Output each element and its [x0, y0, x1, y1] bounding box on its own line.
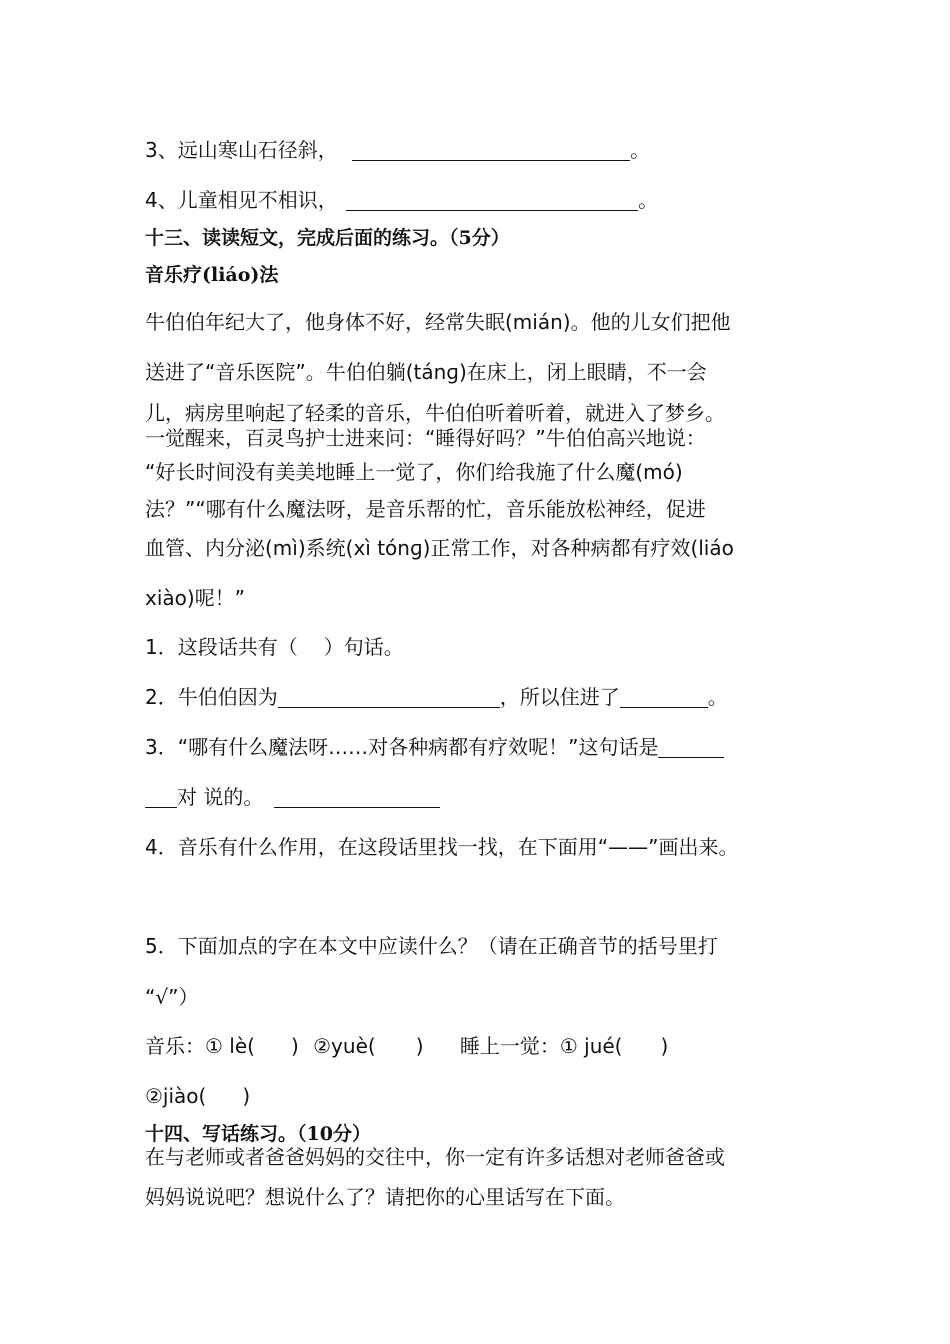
- question-5-line-1: 5．下面加点的字在本文中应读什么？（请在正确音节的括号里打: [145, 934, 718, 958]
- question-2-part-b: ，所以住进了: [499, 685, 620, 709]
- close-paren: ): [660, 1034, 669, 1058]
- poem-line-4-text: 4、儿童相见不相识，: [145, 188, 338, 212]
- question-1-prefix: 1．这段话共有（: [145, 635, 298, 659]
- section-14-heading: 十四、写话练习。（10分）: [145, 1123, 371, 1145]
- option-jiao: ②jiào(: [145, 1084, 207, 1108]
- question-4: 4．音乐有什么作用，在这段话里找一找，在下面用“——”画出来。: [145, 835, 739, 859]
- option-jue: ① jué(: [559, 1034, 623, 1058]
- passage-line: 牛伯伯年纪大了，他身体不好，经常失眠(mián)。他的儿女们把他: [145, 310, 731, 334]
- question-3-mid: 对 说的。: [177, 785, 264, 809]
- close-paren: ): [415, 1034, 424, 1058]
- passage-line: 送进了“音乐医院”。牛伯伯躺(tánɡ)在床上，闭上眼睛，不一会: [145, 360, 707, 384]
- option-label-yinyue: 音乐：: [145, 1034, 205, 1058]
- answer-blank-q3-listener[interactable]: [274, 787, 440, 808]
- question-5-options: [145, 1033, 668, 1059]
- passage-line: xiào)呢！”: [145, 586, 246, 610]
- question-3-line-2: [145, 784, 440, 810]
- question-2-part-a: 2．牛伯伯因为: [145, 685, 278, 709]
- answer-blank-line4[interactable]: [346, 190, 638, 211]
- close-paren: ): [242, 1084, 251, 1108]
- question-2-part-c: 。: [707, 685, 728, 709]
- writing-prompt-line-1: 在与老师或者爸爸妈妈的交往中，你一定有许多话想对老师爸爸或: [145, 1145, 725, 1169]
- answer-blank-line3[interactable]: [352, 140, 630, 161]
- question-5-line-2: “√”）: [145, 985, 199, 1009]
- option-yue: ②yuè(: [313, 1034, 376, 1058]
- option-label-shuijiao: 睡上一觉：: [459, 1034, 560, 1058]
- answer-blank-q2-reason[interactable]: [278, 687, 500, 708]
- passage-line: 血管、内分泌(mì)系统(xì tónɡ)正常工作，对各种病都有疗效(liáo: [145, 536, 734, 560]
- period: 。: [638, 188, 659, 212]
- section-13-heading: 十三、读读短文，完成后面的练习。（5分）: [145, 227, 510, 249]
- question-2: [145, 684, 728, 710]
- passage-line: 法？”“哪有什么魔法呀，是音乐帮的忙，音乐能放松神经，促进: [145, 497, 706, 521]
- poem-line-4: [145, 187, 658, 213]
- poem-line-3-text: 3、远山寒山石径斜，: [145, 138, 338, 162]
- passage-line: “好长时间没有美美地睡上一觉了，你们给我施了什么魔(mó): [145, 460, 683, 484]
- answer-blank-q3-speaker[interactable]: [658, 737, 724, 758]
- writing-prompt-line-2: 妈妈说说吧？想说什么了？请把你的心里话写在下面。: [145, 1185, 625, 1209]
- passage-line: 儿，病房里响起了轻柔的音乐，牛伯伯听着听着，就进入了梦乡。: [145, 401, 725, 425]
- question-5-options-line-2: [145, 1083, 250, 1109]
- period: 。: [630, 138, 651, 162]
- question-3-text: 3．“哪有什么魔法呀……对各种病都有疗效呢！”这句话是: [145, 735, 659, 759]
- option-le: ① lè(: [205, 1034, 255, 1058]
- poem-line-3: [145, 137, 650, 163]
- answer-blank-q3-speaker-cont[interactable]: [145, 787, 177, 808]
- close-paren: ): [290, 1034, 299, 1058]
- question-1-suffix: ）句话。: [323, 635, 404, 659]
- question-3-line-1: [145, 734, 724, 760]
- answer-blank-q2-place[interactable]: [620, 687, 708, 708]
- passage-title: 音乐疗(liáo)法: [145, 264, 279, 286]
- question-1: [145, 634, 404, 660]
- passage-line: 一觉醒来，百灵鸟护士进来问：“睡得好吗？”牛伯伯高兴地说：: [145, 426, 706, 450]
